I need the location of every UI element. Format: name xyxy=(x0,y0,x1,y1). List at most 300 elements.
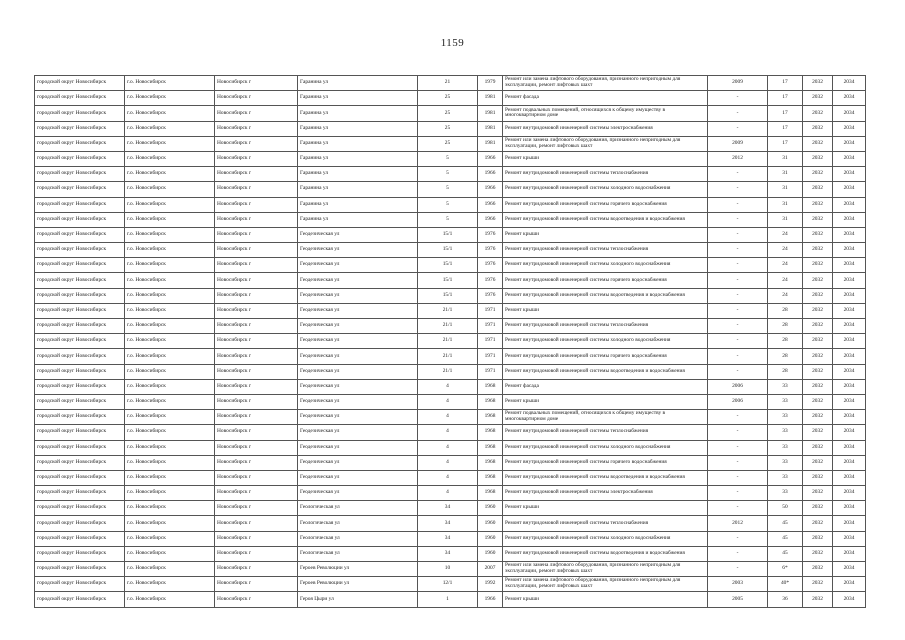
table-row xyxy=(35,592,866,607)
cell-vid: Ремонт внутридомовой инженерной системы холодного водоснабжения xyxy=(503,258,708,273)
cell-gorod: г.о. Новосибирск xyxy=(125,243,215,258)
cell-vid: Ремонт внутридомовой инженерной системы горячего водоснабжения xyxy=(503,273,708,288)
cell-npunkt: Новосибирск г xyxy=(215,364,298,379)
cell-gorod: г.о. Новосибирск xyxy=(125,531,215,546)
cell-npunkt: Новосибирск г xyxy=(215,273,298,288)
cell-ulica: Гаранина ул xyxy=(298,91,418,106)
table-row xyxy=(35,470,866,485)
table-row xyxy=(35,410,866,425)
cell-end: 2034 xyxy=(833,516,866,531)
cell-npunkt: Новосибирск г xyxy=(215,334,298,349)
cell-vid: Ремонт фасада xyxy=(503,91,708,106)
cell-okrug: городской округ Новосибирск xyxy=(35,106,125,121)
cell-plan: - xyxy=(708,410,768,425)
cell-god: 1968 xyxy=(478,486,503,501)
cell-start: 2032 xyxy=(803,455,833,470)
cell-okrug: городской округ Новосибирск xyxy=(35,455,125,470)
cell-srok: 24 xyxy=(768,227,803,242)
cell-dom: 15/1 xyxy=(418,227,478,242)
table-row xyxy=(35,106,866,121)
cell-npunkt: Новосибирск г xyxy=(215,577,298,592)
cell-gorod: г.о. Новосибирск xyxy=(125,440,215,455)
cell-gorod: г.о. Новосибирск xyxy=(125,227,215,242)
cell-plan: - xyxy=(708,273,768,288)
cell-dom: 4 xyxy=(418,410,478,425)
cell-start: 2032 xyxy=(803,349,833,364)
cell-end: 2034 xyxy=(833,227,866,242)
cell-end: 2034 xyxy=(833,167,866,182)
cell-ulica: Геодезическая ул xyxy=(298,470,418,485)
cell-vid: Ремонт внутридомовой инженерной системы водоотведения и водоснабжения xyxy=(503,470,708,485)
cell-god: 1981 xyxy=(478,136,503,151)
cell-npunkt: Новосибирск г xyxy=(215,288,298,303)
table-row xyxy=(35,197,866,212)
cell-okrug: городской округ Новосибирск xyxy=(35,334,125,349)
cell-okrug: городской округ Новосибирск xyxy=(35,227,125,242)
cell-ulica: Гаранина ул xyxy=(298,76,418,91)
cell-ulica: Геодезическая ул xyxy=(298,243,418,258)
cell-npunkt: Новосибирск г xyxy=(215,455,298,470)
cell-end: 2034 xyxy=(833,455,866,470)
cell-gorod: г.о. Новосибирск xyxy=(125,136,215,151)
cell-dom: 1 xyxy=(418,592,478,607)
cell-srok: 33 xyxy=(768,425,803,440)
table-row xyxy=(35,303,866,318)
cell-start: 2032 xyxy=(803,136,833,151)
cell-end: 2034 xyxy=(833,592,866,607)
cell-vid: Ремонт внутридомовой инженерной системы теплоснабжения xyxy=(503,319,708,334)
cell-vid: Ремонт внутридомовой инженерной системы водоотведения и водоснабжения xyxy=(503,364,708,379)
cell-srok: 33 xyxy=(768,440,803,455)
cell-god: 1968 xyxy=(478,470,503,485)
cell-end: 2034 xyxy=(833,531,866,546)
cell-ulica: Гаранина ул xyxy=(298,212,418,227)
cell-okrug: городской округ Новосибирск xyxy=(35,577,125,592)
cell-dom: 5 xyxy=(418,151,478,166)
cell-npunkt: Новосибирск г xyxy=(215,319,298,334)
cell-god: 1966 xyxy=(478,151,503,166)
cell-npunkt: Новосибирск г xyxy=(215,91,298,106)
cell-god: 1981 xyxy=(478,91,503,106)
cell-plan: 2009 xyxy=(708,76,768,91)
cell-start: 2032 xyxy=(803,592,833,607)
cell-gorod: г.о. Новосибирск xyxy=(125,349,215,364)
cell-god: 1981 xyxy=(478,121,503,136)
cell-okrug: городской округ Новосибирск xyxy=(35,592,125,607)
cell-end: 2034 xyxy=(833,319,866,334)
cell-dom: 4 xyxy=(418,379,478,394)
cell-start: 2032 xyxy=(803,273,833,288)
cell-plan: - xyxy=(708,91,768,106)
cell-vid: Ремонт внутридомовой инженерной системы электроснабжения xyxy=(503,121,708,136)
cell-ulica: Героя Цыри ул xyxy=(298,592,418,607)
cell-npunkt: Новосибирск г xyxy=(215,227,298,242)
cell-ulica: Геодезическая ул xyxy=(298,334,418,349)
cell-ulica: Гаранина ул xyxy=(298,197,418,212)
cell-vid: Ремонт внутридомовой инженерной системы водоотведения и водоснабжения xyxy=(503,212,708,227)
cell-dom: 4 xyxy=(418,455,478,470)
cell-vid: Ремонт подвальных помещений, относящихся к общему имуществу в многоквартирном доме xyxy=(503,106,708,121)
cell-gorod: г.о. Новосибирск xyxy=(125,273,215,288)
cell-dom: 4 xyxy=(418,425,478,440)
cell-okrug: городской округ Новосибирск xyxy=(35,212,125,227)
table-row xyxy=(35,243,866,258)
cell-vid: Ремонт внутридомовой инженерной системы холодного водоснабжения xyxy=(503,531,708,546)
cell-okrug: городской округ Новосибирск xyxy=(35,76,125,91)
cell-srok: 33 xyxy=(768,379,803,394)
cell-end: 2034 xyxy=(833,273,866,288)
cell-ulica: Геодезическая ул xyxy=(298,425,418,440)
cell-god: 1992 xyxy=(478,577,503,592)
cell-god: 1971 xyxy=(478,303,503,318)
cell-srok: 24 xyxy=(768,273,803,288)
cell-start: 2032 xyxy=(803,425,833,440)
cell-gorod: г.о. Новосибирск xyxy=(125,455,215,470)
cell-npunkt: Новосибирск г xyxy=(215,516,298,531)
table-row xyxy=(35,501,866,516)
cell-srok: 40* xyxy=(768,577,803,592)
cell-god: 1976 xyxy=(478,243,503,258)
cell-plan: - xyxy=(708,349,768,364)
cell-end: 2034 xyxy=(833,288,866,303)
cell-npunkt: Новосибирск г xyxy=(215,151,298,166)
cell-npunkt: Новосибирск г xyxy=(215,394,298,409)
cell-okrug: городской округ Новосибирск xyxy=(35,379,125,394)
cell-vid: Ремонт внутридомовой инженерной системы холодного водоснабжения xyxy=(503,334,708,349)
repair-schedule-table xyxy=(34,75,866,608)
cell-vid: Ремонт подвальных помещений, относящихся к общему имуществу в многоквартирном доме xyxy=(503,410,708,425)
cell-plan: 2012 xyxy=(708,516,768,531)
cell-gorod: г.о. Новосибирск xyxy=(125,562,215,577)
cell-dom: 25 xyxy=(418,91,478,106)
cell-start: 2032 xyxy=(803,197,833,212)
cell-dom: 4 xyxy=(418,394,478,409)
cell-dom: 21/1 xyxy=(418,349,478,364)
cell-srok: 31 xyxy=(768,151,803,166)
cell-god: 1971 xyxy=(478,319,503,334)
cell-start: 2032 xyxy=(803,243,833,258)
cell-srok: 50 xyxy=(768,501,803,516)
cell-god: 1968 xyxy=(478,440,503,455)
cell-vid: Ремонт внутридомовой инженерной системы теплоснабжения xyxy=(503,516,708,531)
cell-dom: 21/1 xyxy=(418,319,478,334)
table-row xyxy=(35,334,866,349)
cell-ulica: Геодезическая ул xyxy=(298,440,418,455)
cell-plan: - xyxy=(708,440,768,455)
cell-okrug: городской округ Новосибирск xyxy=(35,440,125,455)
cell-gorod: г.о. Новосибирск xyxy=(125,303,215,318)
table-row xyxy=(35,531,866,546)
cell-gorod: г.о. Новосибирск xyxy=(125,592,215,607)
cell-start: 2032 xyxy=(803,258,833,273)
table-row xyxy=(35,379,866,394)
cell-god: 1976 xyxy=(478,288,503,303)
cell-okrug: городской округ Новосибирск xyxy=(35,546,125,561)
cell-vid: Ремонт внутридомовой инженерной системы горячего водоснабжения xyxy=(503,197,708,212)
cell-gorod: г.о. Новосибирск xyxy=(125,410,215,425)
cell-gorod: г.о. Новосибирск xyxy=(125,577,215,592)
cell-plan: - xyxy=(708,334,768,349)
cell-npunkt: Новосибирск г xyxy=(215,486,298,501)
cell-god: 1966 xyxy=(478,212,503,227)
table-row xyxy=(35,546,866,561)
cell-vid: Ремонт внутридомовой инженерной системы водоотведения и водоснабжения xyxy=(503,546,708,561)
cell-dom: 34 xyxy=(418,516,478,531)
cell-srok: 17 xyxy=(768,121,803,136)
cell-start: 2032 xyxy=(803,562,833,577)
cell-ulica: Геологическая ул xyxy=(298,546,418,561)
cell-vid: Ремонт фасада xyxy=(503,379,708,394)
cell-okrug: городской округ Новосибирск xyxy=(35,319,125,334)
cell-gorod: г.о. Новосибирск xyxy=(125,182,215,197)
cell-okrug: городской округ Новосибирск xyxy=(35,516,125,531)
cell-dom: 15/1 xyxy=(418,243,478,258)
cell-okrug: городской округ Новосибирск xyxy=(35,562,125,577)
cell-npunkt: Новосибирск г xyxy=(215,182,298,197)
cell-god: 2007 xyxy=(478,562,503,577)
cell-gorod: г.о. Новосибирск xyxy=(125,288,215,303)
cell-srok: 24 xyxy=(768,243,803,258)
cell-start: 2032 xyxy=(803,182,833,197)
cell-ulica: Геодезическая ул xyxy=(298,364,418,379)
cell-gorod: г.о. Новосибирск xyxy=(125,212,215,227)
cell-ulica: Геодезическая ул xyxy=(298,258,418,273)
cell-okrug: городской округ Новосибирск xyxy=(35,410,125,425)
cell-srok: 33 xyxy=(768,455,803,470)
cell-vid: Ремонт внутридомовой инженерной системы холодного водоснабжения xyxy=(503,440,708,455)
cell-end: 2034 xyxy=(833,470,866,485)
cell-god: 1960 xyxy=(478,501,503,516)
cell-srok: 28 xyxy=(768,364,803,379)
cell-god: 1976 xyxy=(478,258,503,273)
cell-okrug: городской округ Новосибирск xyxy=(35,258,125,273)
cell-gorod: г.о. Новосибирск xyxy=(125,76,215,91)
table-row xyxy=(35,455,866,470)
table-row xyxy=(35,212,866,227)
table-row xyxy=(35,425,866,440)
cell-srok: 17 xyxy=(768,136,803,151)
cell-npunkt: Новосибирск г xyxy=(215,167,298,182)
table-row xyxy=(35,562,866,577)
cell-dom: 21/1 xyxy=(418,334,478,349)
cell-okrug: городской округ Новосибирск xyxy=(35,151,125,166)
cell-ulica: Геодезическая ул xyxy=(298,303,418,318)
cell-ulica: Героев Революции ул xyxy=(298,562,418,577)
cell-gorod: г.о. Новосибирск xyxy=(125,470,215,485)
cell-dom: 34 xyxy=(418,501,478,516)
cell-vid: Ремонт внутридомовой инженерной системы холодного водоснабжения xyxy=(503,182,708,197)
cell-npunkt: Новосибирск г xyxy=(215,136,298,151)
cell-end: 2034 xyxy=(833,410,866,425)
cell-end: 2034 xyxy=(833,91,866,106)
cell-dom: 34 xyxy=(418,546,478,561)
cell-srok: 33 xyxy=(768,394,803,409)
cell-start: 2032 xyxy=(803,501,833,516)
cell-vid: Ремонт внутридомовой инженерной системы теплоснабжения xyxy=(503,243,708,258)
cell-srok: 31 xyxy=(768,212,803,227)
cell-end: 2034 xyxy=(833,394,866,409)
cell-end: 2034 xyxy=(833,486,866,501)
cell-plan: - xyxy=(708,319,768,334)
cell-god: 1976 xyxy=(478,227,503,242)
cell-vid: Ремонт или замена лифтового оборудования, признанного непригодным для эксплуатации, ремонт лифтовых шахт xyxy=(503,136,708,151)
cell-ulica: Геодезическая ул xyxy=(298,349,418,364)
cell-npunkt: Новосибирск г xyxy=(215,76,298,91)
cell-okrug: городской округ Новосибирск xyxy=(35,243,125,258)
cell-end: 2034 xyxy=(833,182,866,197)
cell-vid: Ремонт крыши xyxy=(503,227,708,242)
cell-okrug: городской округ Новосибирск xyxy=(35,364,125,379)
cell-ulica: Геологическая ул xyxy=(298,501,418,516)
cell-dom: 21/1 xyxy=(418,303,478,318)
cell-end: 2034 xyxy=(833,243,866,258)
cell-gorod: г.о. Новосибирск xyxy=(125,546,215,561)
cell-plan: - xyxy=(708,106,768,121)
cell-okrug: городской округ Новосибирск xyxy=(35,425,125,440)
cell-dom: 10 xyxy=(418,562,478,577)
cell-start: 2032 xyxy=(803,212,833,227)
cell-gorod: г.о. Новосибирск xyxy=(125,258,215,273)
cell-start: 2032 xyxy=(803,91,833,106)
cell-end: 2034 xyxy=(833,197,866,212)
cell-dom: 15/1 xyxy=(418,288,478,303)
cell-gorod: г.о. Новосибирск xyxy=(125,319,215,334)
cell-okrug: городской округ Новосибирск xyxy=(35,136,125,151)
cell-ulica: Геодезическая ул xyxy=(298,227,418,242)
cell-srok: 28 xyxy=(768,349,803,364)
cell-dom: 5 xyxy=(418,197,478,212)
cell-plan: - xyxy=(708,288,768,303)
table-row xyxy=(35,76,866,91)
cell-vid: Ремонт внутридомовой инженерной системы горячего водоснабжения xyxy=(503,349,708,364)
cell-dom: 4 xyxy=(418,486,478,501)
cell-plan: - xyxy=(708,562,768,577)
cell-vid: Ремонт крыши xyxy=(503,592,708,607)
cell-srok: 24 xyxy=(768,258,803,273)
cell-plan: - xyxy=(708,455,768,470)
cell-end: 2034 xyxy=(833,364,866,379)
cell-god: 1976 xyxy=(478,273,503,288)
cell-start: 2032 xyxy=(803,334,833,349)
cell-gorod: г.о. Новосибирск xyxy=(125,364,215,379)
table-row xyxy=(35,151,866,166)
cell-god: 1968 xyxy=(478,425,503,440)
cell-ulica: Гаранина ул xyxy=(298,151,418,166)
cell-ulica: Геодезическая ул xyxy=(298,394,418,409)
table-row xyxy=(35,258,866,273)
cell-okrug: городской округ Новосибирск xyxy=(35,167,125,182)
cell-vid: Ремонт внутридомовой инженерной системы водоотведения и водоснабжения xyxy=(503,288,708,303)
cell-okrug: городской округ Новосибирск xyxy=(35,273,125,288)
cell-dom: 34 xyxy=(418,531,478,546)
cell-srok: 24 xyxy=(768,288,803,303)
cell-vid: Ремонт крыши xyxy=(503,394,708,409)
cell-god: 1960 xyxy=(478,546,503,561)
cell-npunkt: Новосибирск г xyxy=(215,303,298,318)
cell-npunkt: Новосибирск г xyxy=(215,212,298,227)
cell-gorod: г.о. Новосибирск xyxy=(125,486,215,501)
cell-vid: Ремонт или замена лифтового оборудования, признанного непригодным для эксплуатации, ремонт лифтовых шахт xyxy=(503,76,708,91)
cell-gorod: г.о. Новосибирск xyxy=(125,516,215,531)
table-row xyxy=(35,121,866,136)
cell-start: 2032 xyxy=(803,440,833,455)
table-row xyxy=(35,182,866,197)
cell-end: 2034 xyxy=(833,440,866,455)
cell-npunkt: Новосибирск г xyxy=(215,121,298,136)
cell-plan: 2009 xyxy=(708,136,768,151)
table-row xyxy=(35,167,866,182)
cell-ulica: Гаранина ул xyxy=(298,182,418,197)
cell-npunkt: Новосибирск г xyxy=(215,425,298,440)
cell-srok: 31 xyxy=(768,167,803,182)
table-row xyxy=(35,136,866,151)
cell-npunkt: Новосибирск г xyxy=(215,106,298,121)
cell-srok: 36 xyxy=(768,592,803,607)
cell-start: 2032 xyxy=(803,486,833,501)
cell-end: 2034 xyxy=(833,501,866,516)
cell-start: 2032 xyxy=(803,364,833,379)
cell-vid: Ремонт или замена лифтового оборудования, признанного непригодным для эксплуатации, ремонт лифтовых шахт xyxy=(503,577,708,592)
cell-start: 2032 xyxy=(803,227,833,242)
cell-end: 2034 xyxy=(833,136,866,151)
cell-gorod: г.о. Новосибирск xyxy=(125,197,215,212)
cell-end: 2034 xyxy=(833,106,866,121)
cell-god: 1968 xyxy=(478,410,503,425)
cell-vid: Ремонт крыши xyxy=(503,151,708,166)
cell-god: 1981 xyxy=(478,106,503,121)
cell-ulica: Геодезическая ул xyxy=(298,486,418,501)
cell-start: 2032 xyxy=(803,546,833,561)
cell-plan: - xyxy=(708,425,768,440)
cell-npunkt: Новосибирск г xyxy=(215,258,298,273)
cell-npunkt: Новосибирск г xyxy=(215,562,298,577)
cell-end: 2034 xyxy=(833,425,866,440)
cell-vid: Ремонт внутридомовой инженерной системы теплоснабжения xyxy=(503,425,708,440)
page-number: 1159 xyxy=(440,37,465,49)
cell-npunkt: Новосибирск г xyxy=(215,470,298,485)
cell-gorod: г.о. Новосибирск xyxy=(125,151,215,166)
cell-god: 1966 xyxy=(478,182,503,197)
table-row xyxy=(35,273,866,288)
cell-plan: - xyxy=(708,303,768,318)
cell-end: 2034 xyxy=(833,379,866,394)
cell-gorod: г.о. Новосибирск xyxy=(125,167,215,182)
cell-srok: 31 xyxy=(768,197,803,212)
cell-god: 1971 xyxy=(478,349,503,364)
cell-plan: - xyxy=(708,364,768,379)
cell-ulica: Геодезическая ул xyxy=(298,319,418,334)
table-row xyxy=(35,349,866,364)
cell-dom: 25 xyxy=(418,136,478,151)
cell-dom: 15/1 xyxy=(418,273,478,288)
cell-start: 2032 xyxy=(803,577,833,592)
cell-plan: - xyxy=(708,121,768,136)
cell-plan: - xyxy=(708,212,768,227)
table-row xyxy=(35,577,866,592)
cell-god: 1968 xyxy=(478,455,503,470)
cell-plan: 2012 xyxy=(708,151,768,166)
cell-srok: 17 xyxy=(768,76,803,91)
cell-gorod: г.о. Новосибирск xyxy=(125,394,215,409)
cell-dom: 15/1 xyxy=(418,258,478,273)
cell-plan: 2006 xyxy=(708,379,768,394)
cell-srok: 33 xyxy=(768,470,803,485)
cell-vid: Ремонт внутридомовой инженерной системы электроснабжения xyxy=(503,486,708,501)
cell-god: 1968 xyxy=(478,379,503,394)
cell-dom: 21/1 xyxy=(418,364,478,379)
cell-okrug: городской округ Новосибирск xyxy=(35,288,125,303)
cell-srok: 33 xyxy=(768,486,803,501)
